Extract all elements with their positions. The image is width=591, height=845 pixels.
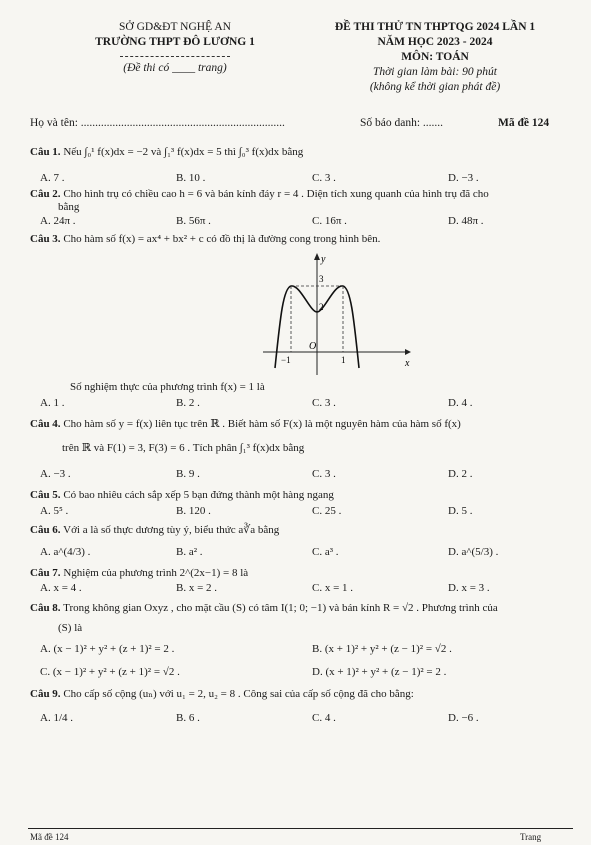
q5-option-b: B. 120 . bbox=[176, 505, 211, 517]
tick-3: 3 bbox=[319, 274, 324, 284]
school-year: NĂM HỌC 2023 - 2024 bbox=[377, 36, 493, 48]
question-6: Câu 6. Với a là số thực dương tùy ý, biểu thức a∛a bằng bbox=[30, 524, 280, 536]
q8-option-d: D. (x + 1)² + y² + (z − 1)² = 2 . bbox=[312, 666, 447, 678]
header-divider bbox=[120, 56, 230, 57]
y-label: y bbox=[321, 254, 326, 265]
q2-option-b: B. 56π . bbox=[176, 215, 211, 227]
y-axis-arrow bbox=[314, 253, 320, 260]
exam-title: ĐỀ THI THỬ TN THPTQG 2024 LẦN 1 bbox=[334, 21, 536, 33]
q1-option-d: D. −3 . bbox=[448, 172, 479, 184]
page-count-note: (Đề thi có ____ trang) bbox=[123, 62, 227, 74]
q2-option-c: C. 16π . bbox=[312, 215, 347, 227]
time-limit: Thời gian làm bài: 90 phút bbox=[372, 66, 498, 78]
q2-option-a: A. 24π . bbox=[40, 215, 76, 227]
q3-option-c: C. 3 . bbox=[312, 397, 336, 409]
q7-option-d: D. x = 3 . bbox=[448, 582, 490, 594]
header-right bbox=[300, 20, 570, 95]
q7-option-b: B. x = 2 . bbox=[176, 582, 218, 594]
q1-option-c: C. 3 . bbox=[312, 172, 336, 184]
q4-option-b: B. 9 . bbox=[176, 468, 200, 480]
q1-option-b: B. 10 . bbox=[176, 172, 206, 184]
department-name: SỞ GD&ĐT NGHỆ AN bbox=[119, 21, 231, 33]
q9-option-a: A. 1/4 . bbox=[40, 712, 73, 724]
q8-option-c: C. (x − 1)² + y² + (z + 1)² = √2 . bbox=[40, 666, 180, 678]
q3-option-b: B. 2 . bbox=[176, 397, 200, 409]
question-8: Câu 8. Trong không gian Oxyz , cho mặt cầu (S) có tâm I(1; 0; −1) và bán kính R = √2 . Phương trình của bbox=[30, 602, 498, 614]
q5-option-c: C. 25 . bbox=[312, 505, 342, 517]
question-3: Câu 3. Cho hàm số f(x) = ax⁴ + bx² + c có đồ thị là đường cong trong hình bên. bbox=[30, 233, 381, 245]
time-note: (không kể thời gian phát đề) bbox=[369, 81, 501, 93]
question-4-cont: trên ℝ và F(1) = 3, F(3) = 6 . Tích phân ∫₁³ f(x)dx bằng bbox=[62, 442, 305, 454]
q4-option-d: D. 2 . bbox=[448, 468, 473, 480]
q5-option-a: A. 5⁵ . bbox=[40, 505, 69, 517]
q8-option-b: B. (x + 1)² + y² + (z − 1)² = √2 . bbox=[312, 643, 452, 655]
q3-option-a: A. 1 . bbox=[40, 397, 65, 409]
q5-option-d: D. 5 . bbox=[448, 505, 473, 517]
q4-option-c: C. 3 . bbox=[312, 468, 336, 480]
origin-label: O bbox=[309, 341, 317, 352]
q8-option-a: A. (x − 1)² + y² + (z + 1)² = 2 . bbox=[40, 643, 175, 655]
q6-option-d: D. a^(5/3) . bbox=[448, 546, 499, 558]
subject: MÔN: TOÁN bbox=[401, 51, 469, 63]
x-label: x bbox=[405, 358, 410, 369]
footer-divider bbox=[28, 828, 573, 829]
tick-1: 1 bbox=[341, 355, 346, 365]
q4-option-a: A. −3 . bbox=[40, 468, 71, 480]
school-name: TRƯỜNG THPT ĐÔ LƯƠNG 1 bbox=[95, 36, 255, 48]
q9-option-b: B. 6 . bbox=[176, 712, 200, 724]
q2-option-d: D. 48π . bbox=[448, 215, 484, 227]
q9-option-d: D. −6 . bbox=[448, 712, 479, 724]
question-9: Câu 9. Cho cấp số cộng (uₙ) với u₁ = 2, u₂ = 8 . Công sai của cấp số cộng đã cho bằng: bbox=[30, 688, 414, 700]
question-3-cont: Số nghiệm thực của phương trình f(x) = 1 là bbox=[70, 381, 265, 393]
name-field: Họ và tên: ....................................................................... bbox=[30, 117, 285, 129]
q3-option-d: D. 4 . bbox=[448, 397, 473, 409]
q6-option-a: A. a^(4/3) . bbox=[40, 546, 91, 558]
quartic-graph bbox=[255, 250, 415, 380]
question-1: Câu 1. Nếu ∫₀¹ f(x)dx = −2 và ∫₁³ f(x)dx = 5 thì ∫₀³ f(x)dx bằng bbox=[30, 146, 304, 158]
tick-2: 2 bbox=[319, 302, 324, 312]
q1-option-a: A. 7 . bbox=[40, 172, 65, 184]
question-8-cont: (S) là bbox=[58, 622, 83, 634]
header-left bbox=[70, 20, 280, 76]
question-5: Câu 5. Có bao nhiêu cách sắp xếp 5 bạn đứng thành một hàng ngang bbox=[30, 489, 334, 501]
footer-page: Trang bbox=[520, 832, 542, 842]
q7-option-c: C. x = 1 . bbox=[312, 582, 354, 594]
sbd-field: Số báo danh: ....... bbox=[360, 117, 444, 129]
tick-minus1: −1 bbox=[281, 355, 291, 365]
exam-code: Mã đề 124 bbox=[498, 117, 550, 129]
x-axis-arrow bbox=[405, 349, 411, 355]
q9-option-c: C. 4 . bbox=[312, 712, 336, 724]
q7-option-a: A. x = 4 . bbox=[40, 582, 82, 594]
question-2-cont: bằng bbox=[58, 201, 80, 213]
q6-option-c: C. a³ . bbox=[312, 546, 339, 558]
question-2: Câu 2. Cho hình trụ có chiều cao h = 6 và bán kính đáy r = 4 . Diện tích xung quanh của hình trụ đã cho bbox=[30, 188, 489, 200]
question-4: Câu 4. Cho hàm số y = f(x) liên tục trên ℝ . Biết hàm số F(x) là một nguyên hàm của hàm số f(x) bbox=[30, 418, 461, 430]
footer-exam-code: Mã đề 124 bbox=[30, 832, 69, 842]
question-7: Câu 7. Nghiệm của phương trình 2^(2x−1) = 8 là bbox=[30, 567, 249, 579]
q6-option-b: B. a² . bbox=[176, 546, 203, 558]
